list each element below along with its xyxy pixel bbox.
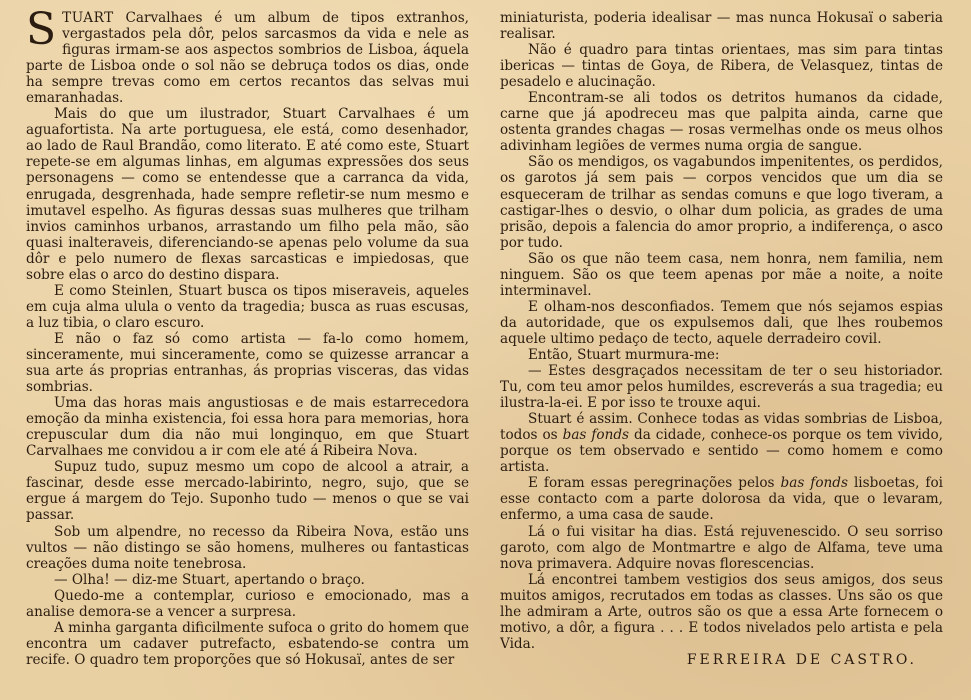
left-column xyxy=(26,0,469,668)
paragraph: E olham-nos desconfiados. Temem que nós sejamos espias da autoridade, que os expulsemos dali, que lhes roubemos aquele ultimo pedaço de tecto, aquele derradeiro covil. xyxy=(500,298,943,347)
italic-term: bas fonds xyxy=(780,475,848,492)
paragraph xyxy=(26,4,469,107)
paragraph: São os mendigos, os vagabundos impenitentes, os perdidos, os garotos já sem pais — corpos vencidos que um dia se esqueceram de trilhar as sendas comuns e que logo tiveram, a castigar-lhes o desvio, o olhar dum policia, as grades de uma prisão, depois a falencia do amor proprio, a indiferença, o asco por tudo. xyxy=(500,154,943,251)
paragraph: Então, Stuart murmura-me: xyxy=(528,346,720,363)
paragraph-text: lisboetas, foi esse contacto com a parte dolorosa da vida, que o levaram, enfermo, a uma casa de saude. xyxy=(500,475,943,524)
paragraph-text: da cidade, conhece-os porque os tem vivido, porque os tem observado e sentido — como homem e como artista. xyxy=(500,427,943,476)
paragraph: Sob um alpendre, no recesso da Ribeira Nova, estão uns vultos — não distingo se são homens, mulheres ou fantasticas creações duma noite tenebrosa. xyxy=(26,523,469,572)
paragraph xyxy=(500,411,943,475)
paragraph: A minha garganta dificilmente sufoca o grito do homem que encontra um cadaver putrefacto, esbatendo-se contra um recife. O quadro tem proporções que só Hokusaï, antes de ser xyxy=(26,619,469,668)
paragraph: São os que não teem casa, nem honra, nem familia, nem ninguem. São os que teem apenas por mãe a noite, a noite interminavel. xyxy=(500,250,943,299)
paragraph: Uma das horas mais angustiosas e de mais estarrecedora emoção da minha existencia, foi essa hora para memorias, hora crepuscular dum dia não mui longinquo, em que Stuart Carvalhaes me convidou a ir com ele até á Ribeira Nova. xyxy=(26,395,469,460)
paragraph-text: E foram essas peregrinações pelos xyxy=(528,475,781,492)
drop-cap-letter: S xyxy=(26,4,57,55)
paragraph: Supuz tudo, supuz mesmo um copo de alcool a atrair, a fascinar, desde esse mercado-labirinto, negro, sujo, que se ergue á margem do Tejo. Suponho tudo — menos o que se vai passar. xyxy=(26,459,469,524)
paragraph: — Olha! — diz-me Stuart, apertando o braço. xyxy=(54,571,365,588)
paragraph: E como Steinlen, Stuart busca os tipos miseraveis, aqueles em cuja alma ulula o vento da tragedia; busca as ruas escusas, a luz tibia, o claro escuro. xyxy=(26,282,469,331)
paragraph: Lá o fui visitar ha dias. Está rejuvenescido. O seu sorriso garoto, com algo de Montmartre e algo de Alfama, teve uma nova primavera. Adquire novas florescencias. xyxy=(500,523,943,572)
paragraph-text: Carvalhaes é um album de tipos extranhos, vergastados pela dôr, pelos sarcasmos da vida e nele as figuras irmam-se aos aspectos sombrios de Lisboa, áquela parte de Lisboa onde o sol não se debruça todos os dias, onde ha sempre trevas como em certos recantos das selvas mui emaranhadas. xyxy=(26,10,469,107)
italic-term: bas fonds xyxy=(562,427,630,444)
paragraph: Mais do que um ilustrador, Stuart Carvalhaes é um aguafortista. Na arte portuguesa, ele está, como desenhador, ao lado de Raul Brandão, como literato. E até como este, Stuart repete-se em algumas linhas, em algumas expressões dos seus personagens — como se entendesse que a carranca da vida, enrugada, desgrenhada, hade sempre refletir-se num mesmo e imutavel espelho. As figuras dessas suas mulheres que trilham invios caminhos urbanos, arrastando um filho pela mão, são quasi inalteraveis, diferenciando-se apenas pelo volume da sua dôr e pelo numero de flexas sarcasticas e impiedosas, que sobre elas o arco do destino dispara. xyxy=(26,106,469,283)
paragraph: — Estes desgraçados necessitam de ter o seu historiador. Tu, com teu amor pelos humildes, escreverás a sua tragedia; eu ilustra-la-ei. E por isso te trouxe aqui. xyxy=(500,363,943,412)
first-word: TUART xyxy=(62,10,114,26)
paragraph: E não o faz só como artista — fa-lo como homem, sinceramente, mui sinceramente, como se quizesse arrancar a sua arte ás proprias entranhas, ás proprias visceras, das vidas sombrias. xyxy=(26,330,469,396)
right-column xyxy=(500,0,943,668)
paragraph: Não é quadro para tintas orientaes, mas sim para tintas ibericas — tintas de Goya, de Ribera, de Velasquez, tintas de pesadelo e alucinação. xyxy=(500,42,943,91)
paragraph: Encontram-se ali todos os detritos humanos da cidade, carne que já apodreceu mas que palpita ainda, carne que ostenta grandes chagas — rosas vermelhas onde os meus olhos adivinham legiões de vermes numa orgia de sangue. xyxy=(500,90,943,155)
paragraph-text: Stuart é assim. Conhece todas as vidas sombrias de Lisboa, todos os xyxy=(500,411,943,444)
paragraph: miniaturista, poderia idealisar — mas nunca Hokusaï o saberia realisar. xyxy=(500,10,943,43)
paragraph xyxy=(500,475,943,523)
paragraph: Lá encontrei tambem vestigios dos seus amigos, dos seus muitos amigos, recrutados em todas as classes. Uns são os que lhe admiram a Arte, outros são os que a essa Arte fornecem o motivo, a dôr, a figura . . . E todos nivelados pelo artista e pela Vida. xyxy=(500,571,943,652)
paragraph: Quedo-me a contemplar, curioso e emocionado, mas a analise demora-se a vencer a surpresa. xyxy=(26,587,469,620)
author-signature: FERREIRA DE CASTRO. xyxy=(686,651,917,668)
